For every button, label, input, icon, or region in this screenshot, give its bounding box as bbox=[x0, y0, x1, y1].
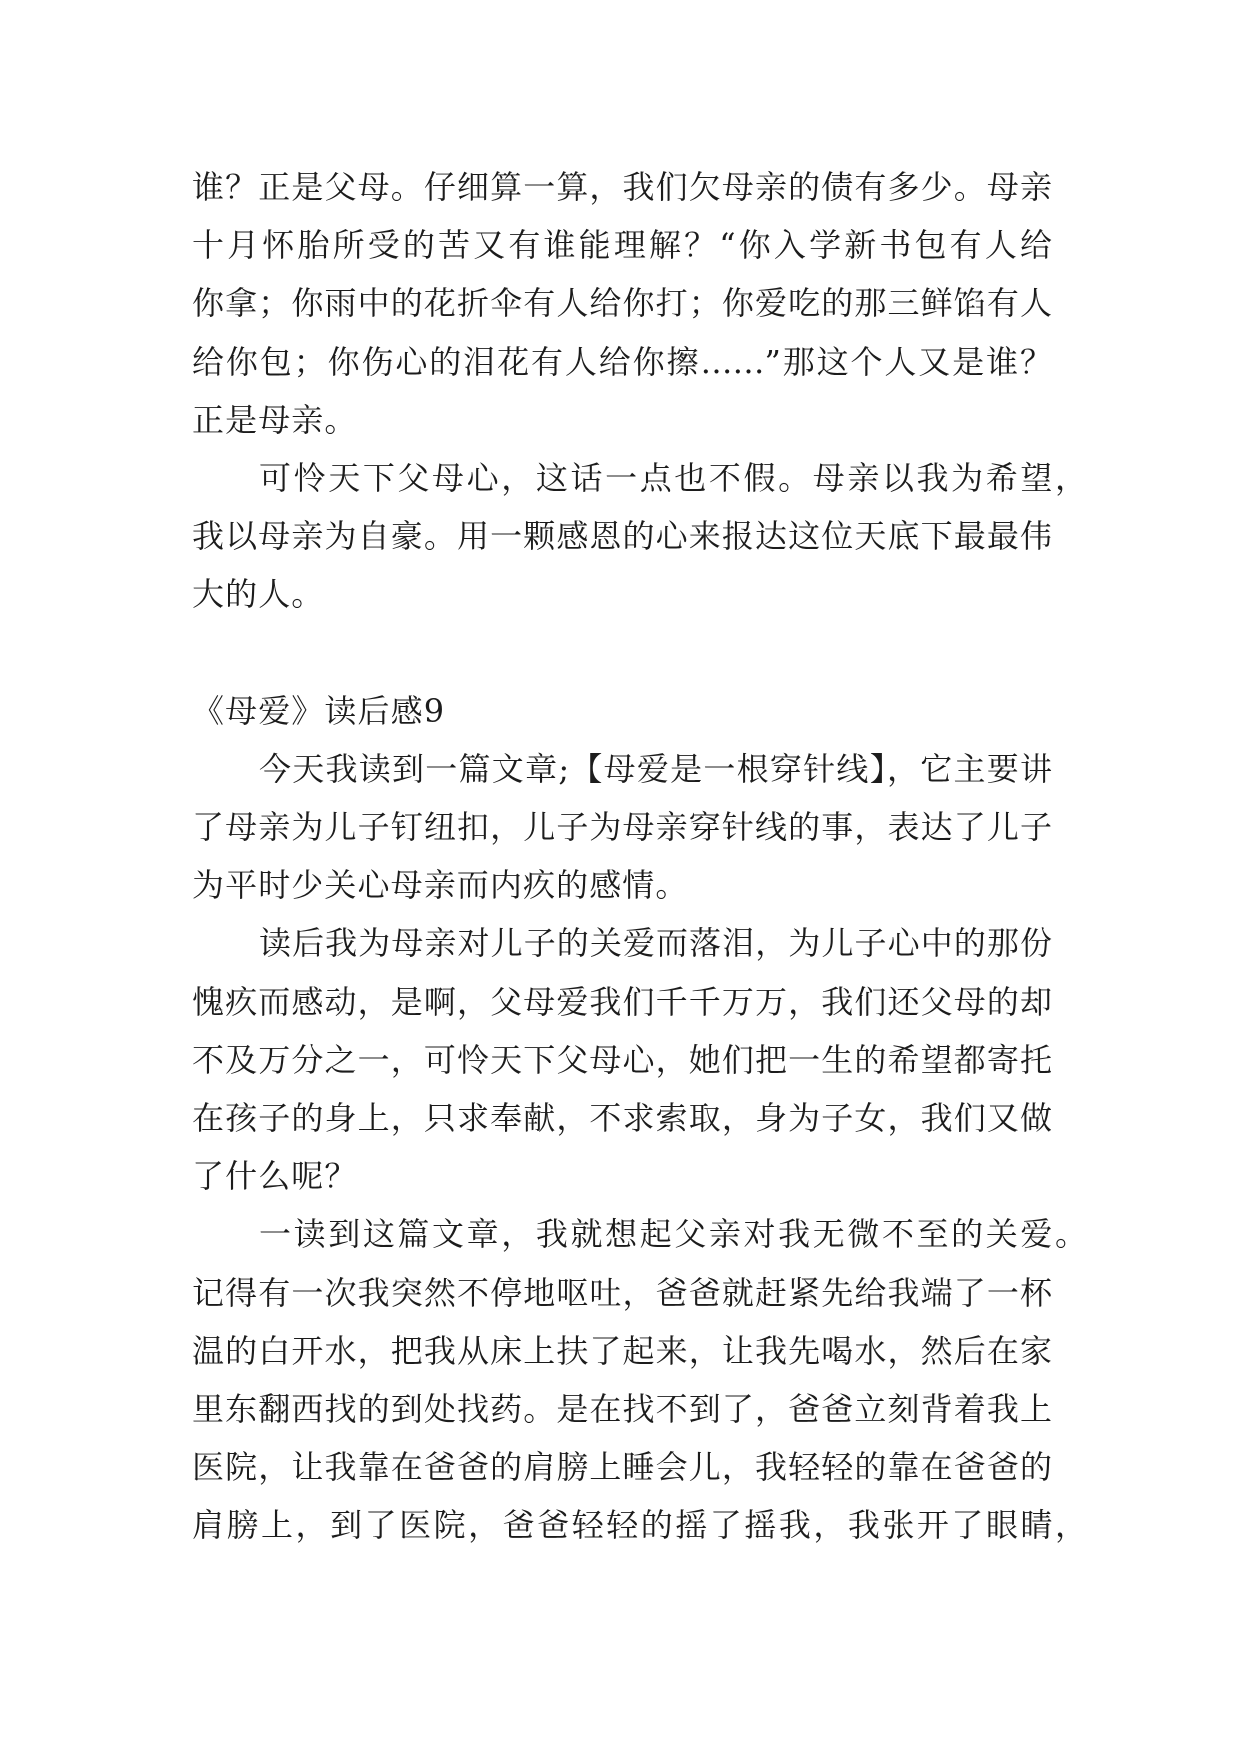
text-line: 在孩子的身上，只求奉献，不求索取，身为子女，我们又做 bbox=[192, 1099, 1052, 1137]
text-line: 记得有一次我突然不停地呕吐，爸爸就赶紧先给我端了一杯 bbox=[192, 1273, 1052, 1312]
text-line: 了母亲为儿子钉纽扣，儿子为母亲穿针线的事，表达了儿子 bbox=[192, 808, 1052, 847]
text-line: 今天我读到一篇文章;【母爱是一根穿针线】，它主要讲 bbox=[259, 749, 1052, 788]
text-line: 十月怀胎所受的苦又有谁能理解？“你入学新书包有人给 bbox=[192, 226, 1052, 265]
blank-line bbox=[192, 624, 1092, 682]
text-line: 你拿；你雨中的花折伞有人给你打；你爱吃的那三鲜馅有人 bbox=[192, 284, 1052, 323]
text-line: 了什么呢？ bbox=[192, 1157, 358, 1196]
text-line: 里东翻西找的到处找药。是在找不到了，爸爸立刻背着我上 bbox=[192, 1389, 1052, 1428]
text-line: 大的人。 bbox=[192, 575, 325, 614]
paragraph bbox=[192, 740, 1092, 915]
text-line: 为平时少关心母亲而内疚的感情。 bbox=[192, 866, 689, 905]
paragraph bbox=[192, 914, 1092, 1205]
text-line: 可怜天下父母心，这话一点也不假。母亲以我为希望， bbox=[259, 458, 1087, 497]
text-line: 读后我为母亲对儿子的关爱而落泪，为儿子心中的那份 bbox=[259, 924, 1052, 963]
text-line: 不及万分之一，可怜天下父母心，她们把一生的希望都寄托 bbox=[192, 1040, 1052, 1079]
paragraph bbox=[192, 1205, 1092, 1554]
text-line: 正是母亲。 bbox=[192, 400, 358, 439]
text-line: 医院，让我靠在爸爸的肩膀上睡会儿，我轻轻的靠在爸爸的 bbox=[192, 1448, 1052, 1487]
text-line: 温的白开水，把我从床上扶了起来，让我先喝水，然后在家 bbox=[192, 1331, 1052, 1370]
text-line: 一读到这篇文章，我就想起父亲对我无微不至的关爱。 bbox=[259, 1215, 1087, 1254]
text-line: 给你包；你伤心的泪花有人给你擦……”那这个人又是谁？ bbox=[192, 342, 1052, 381]
text-line: 肩膀上，到了医院，爸爸轻轻的摇了摇我，我张开了眼睛， bbox=[192, 1506, 1087, 1545]
text-line: 愧疚而感动，是啊，父母爱我们千千万万，我们还父母的却 bbox=[192, 982, 1052, 1021]
paragraph-continued bbox=[192, 158, 1092, 449]
document-body bbox=[192, 158, 1092, 1555]
section-heading: 《母爱》读后感9 bbox=[192, 691, 446, 730]
text-line: 我以母亲为自豪。用一颗感恩的心来报达这位天底下最最伟 bbox=[192, 517, 1052, 556]
text-line: 谁？正是父母。仔细算一算，我们欠母亲的债有多少。母亲 bbox=[192, 168, 1052, 206]
paragraph bbox=[192, 449, 1092, 624]
